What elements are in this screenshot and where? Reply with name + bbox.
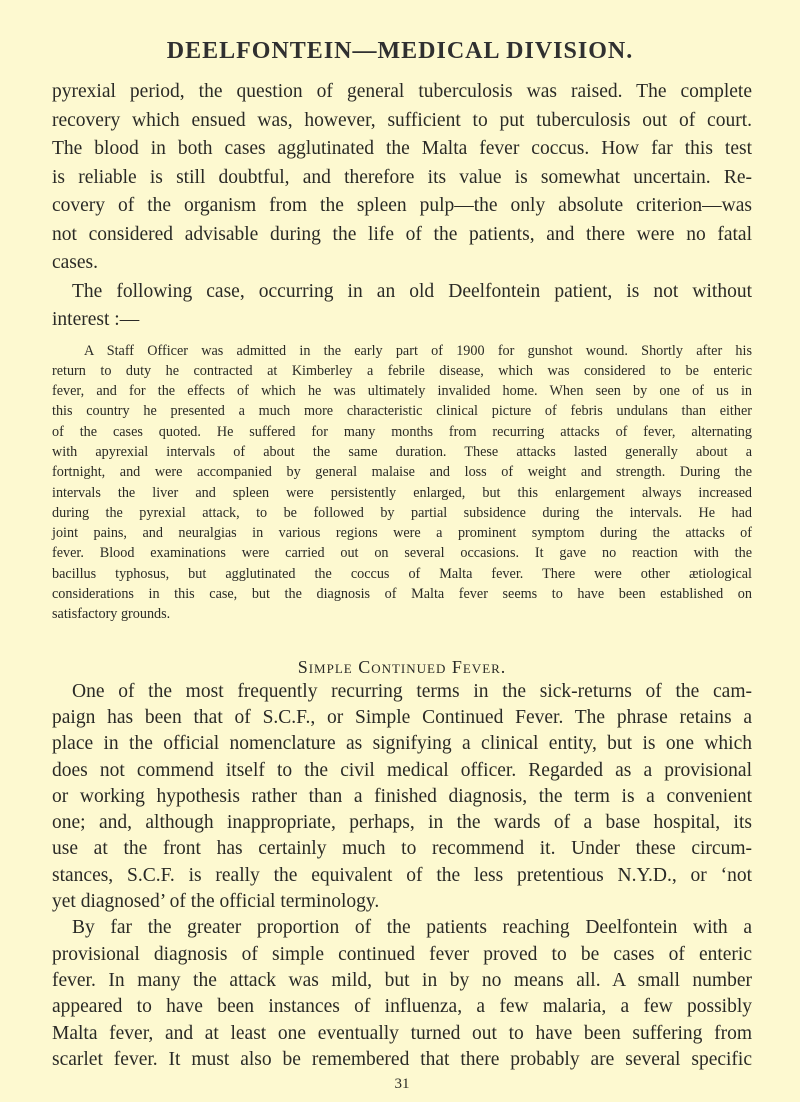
text-line: fever. In many the attack was mild, but in by no means all. A small number xyxy=(52,969,752,991)
page-body xyxy=(52,78,752,1093)
text-line: fortnight, and were accompanied by general malaise and loss of weight and strength. During the xyxy=(52,464,752,481)
text-line: not considered advisable during the life of the patients, and there were no fatal xyxy=(52,223,752,245)
text-line: one; and, although inappropriate, perhaps, in the wards of a base hospital, its xyxy=(52,812,752,834)
text-line: interest :— xyxy=(52,309,140,330)
text-line: paign has been that of S.C.F., or Simple Continued Fever. The phrase retains a xyxy=(52,706,752,728)
section-heading: Simple Continued Fever. xyxy=(297,656,507,677)
text-line: The blood in both cases agglutinated the Malta fever coccus. How far this test xyxy=(52,138,752,159)
text-line: yet diagnosed’ of the official terminology. xyxy=(52,891,380,913)
text-line: recovery which ensued was, however, sufficient to put tuberculosis out of court. xyxy=(52,109,752,131)
text-line: stances, S.C.F. is really the equivalent of the less pretentious N.Y.D., or ‘not xyxy=(52,864,752,886)
text-line: scarlet fever. It must also be remembered that there probably are several specific xyxy=(52,1048,752,1070)
text-line: By far the greater proportion of the patients reaching Deelfontein with a xyxy=(72,917,752,939)
text-line: One of the most frequently recurring terms in the sick-returns of the cam- xyxy=(72,680,752,702)
text-line: with apyrexial intervals of about the same duration. These attacks lasted generally about a xyxy=(52,443,752,460)
text-line: covery of the organism from the spleen pulp—the only absolute criterion—was xyxy=(52,195,752,216)
case-report xyxy=(52,341,752,625)
paragraph-4 xyxy=(52,915,752,1073)
text-line: or working hypothesis rather than a finished diagnosis, the term is a convenient xyxy=(52,785,752,807)
text-line: fever. Blood examinations were carried out on several occasions. It gave no reaction with the xyxy=(52,545,752,562)
paragraph-2 xyxy=(52,278,752,335)
text-line: satisfactory grounds. xyxy=(52,606,171,623)
text-line: Malta fever, and at least one eventually turned out to have been suffering from xyxy=(52,1022,752,1044)
text-line: considerations in this case, but the diagnosis of Malta fever seems to have been established on xyxy=(52,586,752,603)
text-line: The following case, occurring in an old Deelfontein patient, is not without xyxy=(72,280,752,302)
text-line: does not commend itself to the civil medical officer. Regarded as a provisional xyxy=(52,759,752,781)
text-line: joint pains, and neuralgias in various regions were a prominent symptom during the attacks of xyxy=(52,525,752,542)
text-line: during the pyrexial attack, to be followed by partial subsidence during the intervals. He had xyxy=(52,504,752,521)
text-line: this country he presented a much more characteristic clinical picture of febris undulans than either xyxy=(52,403,752,420)
text-line: of the cases quoted. He suffered for many months from recurring attacks of fever, alternating xyxy=(52,423,752,440)
paragraph-3 xyxy=(52,679,752,916)
paragraph-1 xyxy=(52,78,752,278)
text-line: bacillus typhosus, but agglutinated the coccus of Malta fever. There were other ætiological xyxy=(52,565,752,582)
text-line: intervals the liver and spleen were persistently enlarged, but this enlargement always increased xyxy=(52,484,752,501)
text-line: fever, and for the effects of which he was ultimately invalided home. When seen by one of us in xyxy=(52,383,752,400)
text-line: provisional diagnosis of simple continued fever proved to be cases of enteric xyxy=(52,943,752,965)
text-line: use at the front has certainly much to recommend it. Under these circum- xyxy=(52,838,752,860)
text-line: is reliable is still doubtful, and therefore its value is somewhat uncertain. Re- xyxy=(52,166,752,188)
text-line: return to duty he contracted at Kimberley a febrile disease, which was considered to be enteric xyxy=(52,362,752,379)
page-number: 31 xyxy=(394,1076,410,1093)
text-line: A Staff Officer was admitted in the early part of 1900 for gunshot wound. Shortly after his xyxy=(84,342,752,359)
running-header: DEELFONTEIN—MEDICAL DIVISION. xyxy=(166,38,634,64)
text-line: pyrexial period, the question of general tuberculosis was raised. The complete xyxy=(52,81,752,102)
text-line: cases. xyxy=(52,252,99,273)
text-line: place in the official nomenclature as signifying a clinical entity, but is one which xyxy=(52,733,752,755)
text-line: appeared to have been instances of influenza, a few malaria, a few possibly xyxy=(52,996,752,1018)
